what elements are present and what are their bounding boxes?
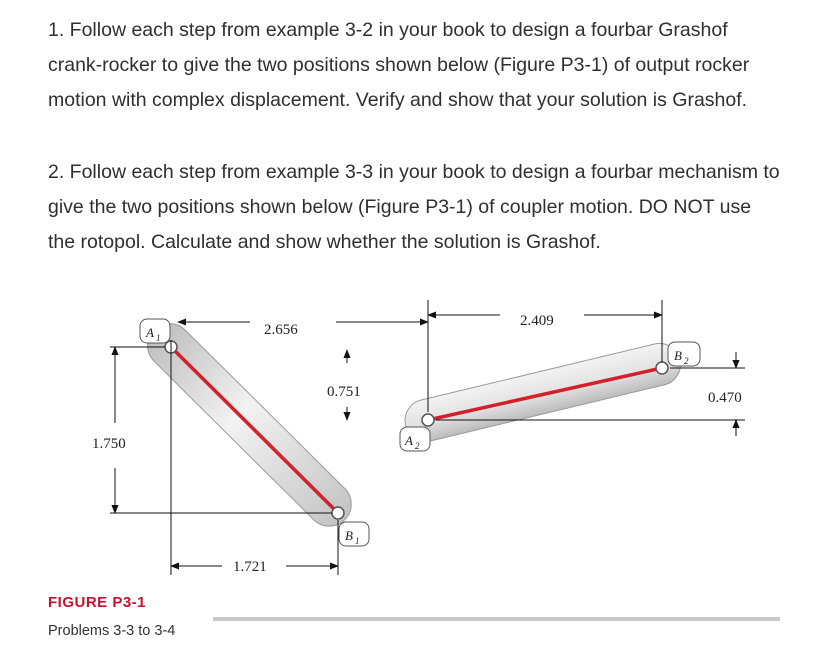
dim-2409: 2.409	[520, 313, 554, 329]
dim-0751: 0.751	[327, 384, 361, 400]
svg-text:1: 1	[355, 536, 360, 546]
svg-text:A: A	[146, 325, 154, 340]
label-b2	[668, 342, 700, 366]
label-a1	[140, 319, 170, 343]
dim-1750: 1.750	[92, 436, 126, 452]
label-b1	[339, 522, 369, 546]
figure-caption-subtitle: Problems 3-3 to 3-4	[48, 623, 176, 639]
pivot-b2	[656, 362, 668, 374]
link-position-1	[138, 314, 360, 535]
caption-rule	[213, 617, 780, 621]
link-position-2	[401, 339, 685, 446]
svg-text:1: 1	[156, 333, 161, 343]
dim-0470: 0.470	[708, 390, 742, 406]
problem-2-text: 2. Follow each step from example 3-3 in your book to design a fourbar mechanism to give the two positions shown below (Figure P3-1) of coupler motion. DO NOT use the rotopol. Calculate and show whether the solution is Grashof.	[48, 161, 780, 253]
svg-text:2: 2	[684, 356, 689, 366]
problem-1-text: 1. Follow each step from example 3-2 in your book to design a fourbar Grashof crank-rocker to give the two positions shown below (Figure P3-1) of output rocker motion with complex displacement. Verify and show that your solution is Grashof.	[48, 19, 750, 111]
link-1-centerline	[171, 347, 338, 513]
pivot-a2	[422, 414, 434, 426]
svg-text:B: B	[674, 348, 682, 363]
dim-2656: 2.656	[264, 322, 298, 338]
svg-text:A: A	[405, 433, 413, 448]
dim-1721: 1.721	[233, 559, 267, 575]
figure-caption-title: FIGURE P3-1	[48, 594, 147, 611]
svg-text:B: B	[345, 528, 353, 543]
pivot-b1	[332, 507, 344, 519]
svg-text:2: 2	[415, 441, 420, 451]
label-a2	[400, 427, 430, 451]
